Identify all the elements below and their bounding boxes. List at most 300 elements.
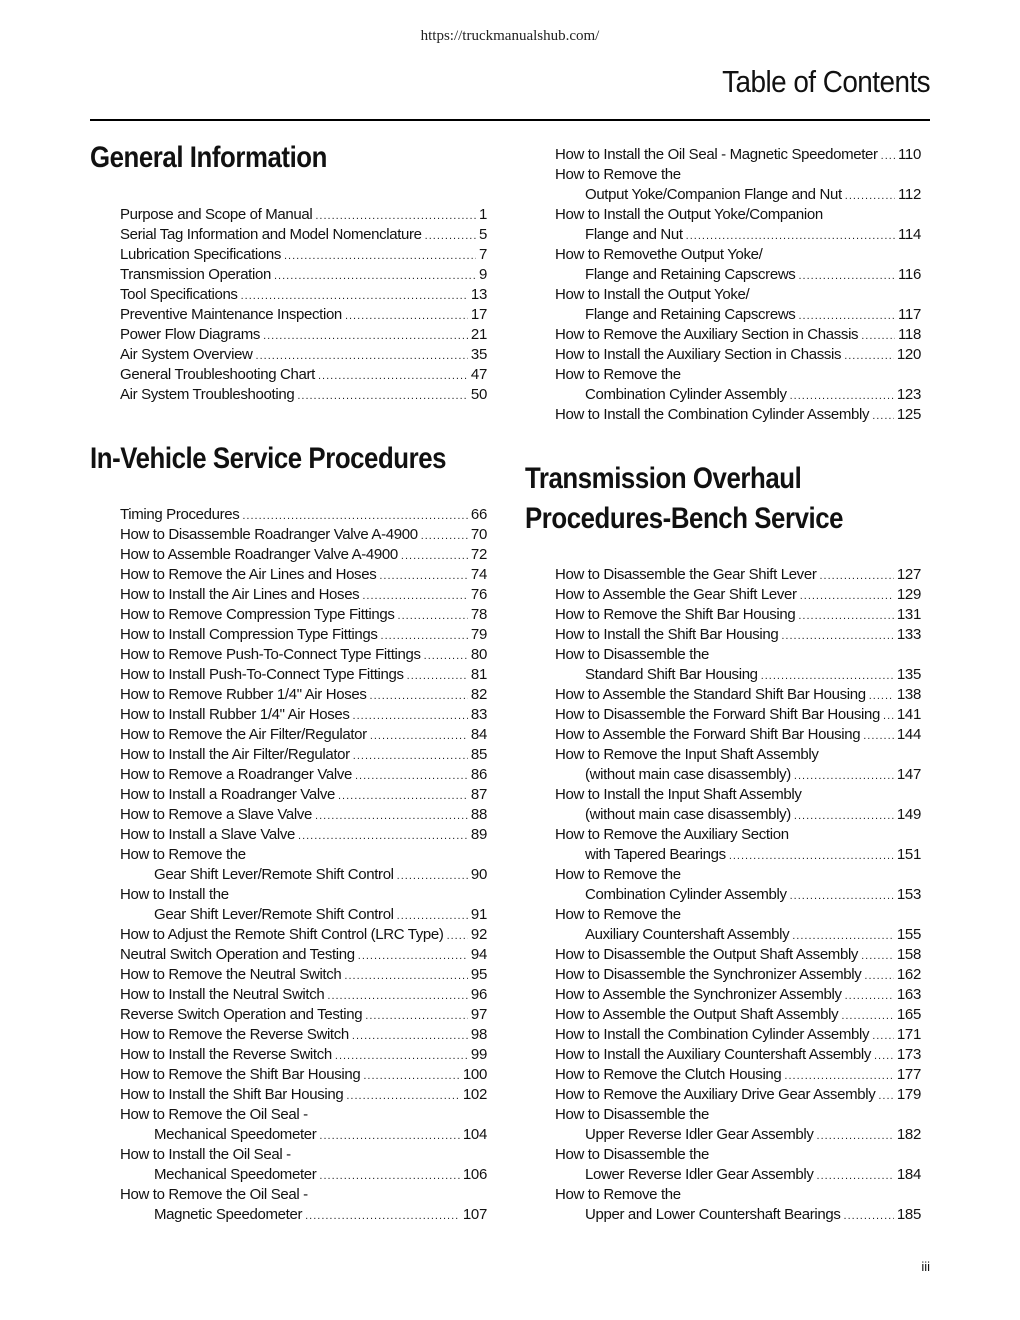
toc-entry-title: Lubrication Specifications	[120, 246, 281, 263]
section-title-invehicle: In-Vehicle Service Procedures	[90, 442, 447, 475]
toc-entry-title: Reverse Switch Operation and Testing	[120, 1006, 363, 1023]
toc-dot-leader	[398, 606, 468, 625]
toc-entry-title: How to Remove the	[555, 366, 681, 383]
toc-dot-leader	[352, 1026, 468, 1045]
toc-entry-page: 110	[897, 146, 921, 163]
toc-entry-page: 87	[470, 786, 487, 803]
toc-entry-page: 141	[896, 706, 921, 723]
toc-dot-leader	[794, 806, 894, 825]
toc-entry-page: 135	[896, 666, 921, 683]
toc-dot-leader	[353, 706, 468, 725]
toc-entry-page: 182	[896, 1126, 921, 1143]
toc-dot-leader	[284, 246, 476, 265]
toc-entry-title: How to Remove the Reverse Switch	[120, 1026, 349, 1043]
toc-entry	[555, 1045, 921, 1065]
toc-entry	[555, 565, 921, 585]
toc-entry-title: How to Assemble the Gear Shift Lever	[555, 586, 797, 603]
toc-entry-page: 127	[896, 566, 921, 583]
toc-entry-page: 98	[470, 1026, 487, 1043]
toc-entry-title: How to Assemble the Synchronizer Assembly	[555, 986, 842, 1003]
toc-entry	[555, 245, 921, 265]
toc-entry	[555, 1165, 921, 1185]
toc-dot-leader	[355, 766, 468, 785]
toc-dot-leader	[305, 1206, 460, 1225]
toc-dot-leader	[863, 726, 894, 745]
toc-entry	[555, 345, 921, 365]
toc-dot-leader	[397, 866, 468, 885]
toc-entry-title: How to Disassemble the Synchronizer Assembly	[555, 966, 862, 983]
toc-entry-title: How to Install a Slave Valve	[120, 826, 296, 843]
toc-entry-title: How to Remove the	[555, 166, 681, 183]
toc-entry	[120, 1165, 487, 1185]
toc-entry-title: Purpose and Scope of Manual	[120, 206, 313, 223]
toc-dot-leader	[861, 326, 895, 345]
toc-entry	[555, 605, 921, 625]
toc-entry	[555, 185, 921, 205]
toc-dot-leader	[819, 566, 893, 585]
toc-dot-leader	[790, 386, 894, 405]
toc-entry-title: Output Yoke/Companion Flange and Nut	[585, 186, 842, 203]
toc-entry-title: How to Remove the Air Filter/Regulator	[120, 726, 367, 743]
toc-entry	[120, 505, 487, 525]
toc-entry	[555, 1065, 921, 1085]
toc-entry	[555, 1185, 921, 1205]
toc-entry-page: 92	[470, 926, 487, 943]
toc-entry-page: 9	[478, 266, 487, 283]
toc-entry	[120, 1085, 487, 1105]
toc-dot-leader	[790, 886, 894, 905]
toc-entry-title: Standard Shift Bar Housing	[585, 666, 758, 683]
toc-entry	[120, 365, 487, 385]
toc-entry-page: 50	[470, 386, 487, 403]
section-title-overhaul-line2: Procedures-Bench Service	[525, 502, 844, 535]
toc-entry-title: How to Install the Input Shaft Assembly	[555, 786, 802, 803]
toc-entry-title: Gear Shift Lever/Remote Shift Control	[154, 866, 394, 883]
toc-dot-leader	[424, 646, 468, 665]
toc-entry-page: 86	[470, 766, 487, 783]
toc-entry-title: How to Assemble the Output Shaft Assembly	[555, 1006, 839, 1023]
toc-entry-page: 102	[462, 1086, 487, 1103]
toc-entry	[120, 225, 487, 245]
toc-entry	[120, 545, 487, 565]
toc-entry-page: 147	[896, 766, 921, 783]
toc-entry-page: 125	[896, 406, 921, 423]
toc-entry	[120, 805, 487, 825]
toc-entry-title: How to Disassemble the	[555, 1106, 710, 1123]
toc-entry-page: 179	[896, 1086, 921, 1103]
toc-dot-leader	[370, 726, 468, 745]
toc-entry	[555, 1145, 921, 1165]
toc-dot-leader	[421, 526, 468, 545]
toc-entry	[555, 805, 921, 825]
section-title-general: General Information	[90, 141, 327, 174]
toc-entry-page: 131	[896, 606, 921, 623]
toc-entry-title: How to Install Rubber 1/4" Air Hoses	[120, 706, 350, 723]
toc-entry-page: 47	[470, 366, 487, 383]
toc-dot-leader	[845, 986, 894, 1005]
toc-entry	[120, 645, 487, 665]
toc-dot-leader	[363, 1066, 459, 1085]
toc-entry-title: How to Remove Compression Type Fittings	[120, 606, 395, 623]
toc-entry-page: 1	[478, 206, 487, 223]
toc-dot-leader	[274, 266, 476, 285]
toc-entry	[120, 1005, 487, 1025]
toc-dot-leader	[864, 966, 893, 985]
toc-entry-title: How to Remove the Shift Bar Housing	[120, 1066, 361, 1083]
toc-entry	[120, 325, 487, 345]
toc-entry	[120, 625, 487, 645]
toc-entry	[120, 845, 487, 865]
toc-entry-title: Neutral Switch Operation and Testing	[120, 946, 355, 963]
toc-dot-leader	[327, 986, 468, 1005]
toc-entry-title: Combination Cylinder Assembly	[585, 386, 787, 403]
toc-dot-leader	[798, 606, 893, 625]
toc-entry-title: Mechanical Speedometer	[154, 1166, 317, 1183]
toc-dot-leader	[447, 926, 468, 945]
toc-dot-leader	[346, 1086, 460, 1105]
toc-entry-page: 106	[462, 1166, 487, 1183]
toc-entry-page: 185	[896, 1206, 921, 1223]
toc-entry-title: How to Remove the Auxiliary Drive Gear Assembly	[555, 1086, 876, 1103]
toc-entry	[120, 385, 487, 405]
toc-entry-title: How to Install the Auxiliary Section in Chassis	[555, 346, 842, 363]
toc-continued	[555, 145, 921, 425]
toc-entry-title: How to Remove the	[120, 846, 246, 863]
toc-dot-leader	[379, 566, 468, 585]
toc-entry-title: How to Install the Shift Bar Housing	[120, 1086, 344, 1103]
toc-entry	[120, 685, 487, 705]
toc-entry	[120, 965, 487, 985]
toc-dot-leader	[425, 226, 476, 245]
toc-entry	[555, 765, 921, 785]
toc-entry	[120, 985, 487, 1005]
toc-dot-leader	[841, 1006, 894, 1025]
toc-dot-leader	[297, 386, 468, 405]
toc-entry	[555, 205, 921, 225]
toc-entry-title: with Tapered Bearings	[585, 846, 726, 863]
toc-dot-leader	[878, 1086, 894, 1105]
toc-entry	[555, 1005, 921, 1025]
toc-dot-leader	[319, 1126, 459, 1145]
toc-entry	[555, 885, 921, 905]
toc-dot-leader	[353, 746, 468, 765]
toc-entry-title: How to Install the Oil Seal -	[120, 1146, 291, 1163]
toc-entry-page: 94	[470, 946, 487, 963]
toc-dot-leader	[345, 306, 468, 325]
toc-entry-page: 151	[896, 846, 921, 863]
toc-entry-title: How to Install the Combination Cylinder Assembly	[555, 406, 870, 423]
toc-entry-title: Gear Shift Lever/Remote Shift Control	[154, 906, 394, 923]
toc-entry-title: How to Removethe Output Yoke/	[555, 246, 763, 263]
toc-entry-title: How to Install Compression Type Fittings	[120, 626, 378, 643]
toc-entry	[120, 1025, 487, 1045]
toc-dot-leader	[315, 806, 468, 825]
toc-entry-page: 129	[896, 586, 921, 603]
toc-dot-leader	[844, 1206, 894, 1225]
toc-entry	[555, 705, 921, 725]
toc-entry	[555, 1025, 921, 1045]
toc-dot-leader	[344, 966, 468, 985]
toc-entry-page: 35	[470, 346, 487, 363]
toc-dot-leader	[370, 686, 468, 705]
toc-entry-page: 89	[470, 826, 487, 843]
toc-entry-page: 100	[462, 1066, 487, 1083]
toc-dot-leader	[869, 686, 894, 705]
toc-entry	[120, 785, 487, 805]
toc-dot-leader	[241, 286, 468, 305]
toc-entry	[555, 585, 921, 605]
toc-entry	[120, 865, 487, 885]
toc-entry-title: Air System Overview	[120, 346, 253, 363]
toc-entry-title: How to Disassemble the Gear Shift Lever	[555, 566, 817, 583]
toc-entry	[120, 665, 487, 685]
toc-entry-title: Power Flow Diagrams	[120, 326, 261, 343]
toc-entry-page: 107	[462, 1206, 487, 1223]
toc-entry-page: 162	[896, 966, 921, 983]
toc-entry	[555, 665, 921, 685]
toc-entry-page: 70	[470, 526, 487, 543]
toc-entry-title: How to Install the Auxiliary Countershaft Assembly	[555, 1046, 871, 1063]
toc-entry	[120, 1065, 487, 1085]
toc-entry	[120, 205, 487, 225]
toc-entry	[120, 305, 487, 325]
toc-dot-leader	[798, 266, 895, 285]
toc-entry-page: 114	[897, 226, 921, 243]
toc-dot-leader	[798, 306, 895, 325]
toc-entry	[120, 1185, 487, 1205]
toc-dot-leader	[315, 206, 476, 225]
toc-entry-title: How to Remove the Shift Bar Housing	[555, 606, 796, 623]
toc-entry-title: How to Remove the Air Lines and Hoses	[120, 566, 377, 583]
toc-entry-title: Serial Tag Information and Model Nomenclature	[120, 226, 422, 243]
toc-entry	[555, 325, 921, 345]
toc-entry-page: 184	[896, 1166, 921, 1183]
toc-entry	[555, 825, 921, 845]
toc-entry-title: Flange and Nut	[585, 226, 683, 243]
toc-entry	[555, 405, 921, 425]
toc-dot-leader	[844, 346, 894, 365]
toc-entry-title: Tool Specifications	[120, 286, 238, 303]
toc-entry-title: How to Remove Rubber 1/4" Air Hoses	[120, 686, 367, 703]
toc-entry-title: How to Install a Roadranger Valve	[120, 786, 335, 803]
toc-entry-page: 155	[896, 926, 921, 943]
toc-entry-page: 118	[897, 326, 921, 343]
toc-dot-leader	[817, 1126, 894, 1145]
toc-entry-title: Upper Reverse Idler Gear Assembly	[585, 1126, 814, 1143]
toc-entry-page: 78	[470, 606, 487, 623]
source-url: https://truckmanualshub.com/	[420, 28, 600, 44]
toc-dot-leader	[335, 1046, 468, 1065]
header-rule	[90, 119, 930, 121]
toc-entry-page: 66	[470, 506, 487, 523]
toc-entry	[120, 905, 487, 925]
toc-entry-title: How to Remove the Oil Seal -	[120, 1106, 308, 1123]
toc-entry-page: 82	[470, 686, 487, 703]
toc-entry	[120, 565, 487, 585]
toc-entry-page: 5	[478, 226, 487, 243]
toc-entry	[555, 1105, 921, 1125]
toc-entry-title: How to Remove a Slave Valve	[120, 806, 313, 823]
toc-entry	[555, 225, 921, 245]
toc-dot-leader	[861, 946, 894, 965]
toc-dot-leader	[845, 186, 895, 205]
toc-entry-title: Timing Procedures	[120, 506, 240, 523]
toc-entry-page: 165	[896, 1006, 921, 1023]
toc-entry-page: 96	[470, 986, 487, 1003]
toc-dot-leader	[407, 666, 468, 685]
toc-entry	[120, 705, 487, 725]
toc-dot-leader	[792, 926, 894, 945]
toc-entry	[555, 745, 921, 765]
toc-dot-leader	[401, 546, 468, 565]
toc-entry	[555, 925, 921, 945]
toc-entry	[555, 965, 921, 985]
toc-dot-leader	[256, 346, 468, 365]
toc-entry-title: How to Assemble Roadranger Valve A-4900	[120, 546, 398, 563]
toc-entry-page: 79	[470, 626, 487, 643]
toc-entry	[120, 265, 487, 285]
toc-entry-title: (without main case disassembly)	[585, 766, 791, 783]
toc-dot-leader	[800, 586, 894, 605]
toc-dot-leader	[817, 1166, 894, 1185]
toc-dot-leader	[358, 946, 468, 965]
toc-dot-leader	[761, 666, 894, 685]
toc-entry-title: How to Install Push-To-Connect Type Fittings	[120, 666, 404, 683]
toc-entry-title: How to Remove the Auxiliary Section	[555, 826, 789, 843]
toc-entry-page: 81	[470, 666, 487, 683]
toc-dot-leader	[319, 1166, 459, 1185]
toc-entry-title: How to Disassemble the	[555, 1146, 710, 1163]
toc-entry	[555, 865, 921, 885]
toc-entry-page: 123	[896, 386, 921, 403]
toc-dot-leader	[872, 406, 894, 425]
toc-dot-leader	[794, 766, 894, 785]
toc-entry-title: How to Install the Shift Bar Housing	[555, 626, 779, 643]
toc-entry	[120, 1205, 487, 1225]
toc-entry-page: 80	[470, 646, 487, 663]
toc-overhaul	[555, 565, 921, 1225]
toc-entry-title: How to Assemble the Standard Shift Bar Housing	[555, 686, 866, 703]
toc-entry-title: How to Remove the	[555, 1186, 681, 1203]
toc-dot-leader	[784, 1066, 893, 1085]
toc-entry-title: How to Install the Output Yoke/	[555, 286, 750, 303]
toc-entry-title: How to Remove the	[555, 866, 681, 883]
toc-dot-leader	[362, 586, 468, 605]
toc-entry-title: Combination Cylinder Assembly	[585, 886, 787, 903]
toc-entry	[120, 525, 487, 545]
toc-entry-page: 138	[896, 686, 921, 703]
toc-entry-title: How to Remove the Input Shaft Assembly	[555, 746, 819, 763]
toc-entry-title: How to Disassemble the Output Shaft Assembly	[555, 946, 859, 963]
toc-entry-page: 7	[478, 246, 487, 263]
toc-dot-leader	[381, 626, 468, 645]
toc-entry-page: 173	[896, 1046, 921, 1063]
toc-entry	[555, 945, 921, 965]
toc-entry-page: 85	[470, 746, 487, 763]
toc-entry-page: 144	[896, 726, 921, 743]
toc-entry-title: How to Install the Output Yoke/Companion	[555, 206, 823, 223]
toc-entry-title: How to Assemble the Forward Shift Bar Housing	[555, 726, 861, 743]
toc-entry-title: Upper and Lower Countershaft Bearings	[585, 1206, 841, 1223]
toc-entry	[120, 345, 487, 365]
toc-entry	[120, 885, 487, 905]
toc-entry-page: 95	[470, 966, 487, 983]
toc-entry-title: Auxiliary Countershaft Assembly	[585, 926, 790, 943]
toc-entry-page: 120	[896, 346, 921, 363]
toc-entry	[120, 245, 487, 265]
toc-entry-page: 158	[896, 946, 921, 963]
toc-entry-page: 91	[470, 906, 487, 923]
toc-entry	[120, 1105, 487, 1125]
section-title-overhaul-line1: Transmission Overhaul	[525, 462, 802, 495]
toc-entry-title: How to Remove the Clutch Housing	[555, 1066, 782, 1083]
toc-general	[120, 205, 487, 405]
toc-dot-leader	[298, 826, 468, 845]
toc-entry	[120, 1145, 487, 1165]
toc-entry	[555, 1125, 921, 1145]
toc-entry	[120, 825, 487, 845]
toc-entry-title: How to Install the Neutral Switch	[120, 986, 325, 1003]
toc-entry-title: Flange and Retaining Capscrews	[585, 306, 796, 323]
toc-entry-title: How to Remove the Neutral Switch	[120, 966, 342, 983]
toc-entry-title: How to Install the Air Lines and Hoses	[120, 586, 360, 603]
toc-entry	[555, 685, 921, 705]
toc-entry	[120, 1045, 487, 1065]
toc-entry-page: 90	[470, 866, 487, 883]
toc-entry	[555, 1085, 921, 1105]
toc-entry-page: 83	[470, 706, 487, 723]
toc-dot-leader	[874, 1046, 894, 1065]
toc-entry	[120, 945, 487, 965]
toc-entry-title: How to Install the Oil Seal - Magnetic Speedometer	[555, 146, 878, 163]
toc-entry-title: How to Remove Push-To-Connect Type Fittings	[120, 646, 421, 663]
toc-invehicle	[120, 505, 487, 1225]
toc-dot-leader	[872, 1026, 894, 1045]
toc-entry-page: 13	[470, 286, 487, 303]
toc-entry-page: 149	[896, 806, 921, 823]
toc-dot-leader	[318, 366, 468, 385]
toc-entry-page: 116	[897, 266, 921, 283]
toc-dot-leader	[365, 1006, 468, 1025]
toc-entry-page: 133	[896, 626, 921, 643]
toc-dot-leader	[881, 146, 895, 165]
toc-entry	[120, 605, 487, 625]
toc-entry-title: How to Disassemble the	[555, 646, 710, 663]
toc-dot-leader	[729, 846, 894, 865]
toc-entry-page: 84	[470, 726, 487, 743]
toc-entry	[555, 625, 921, 645]
toc-entry-title: General Troubleshooting Chart	[120, 366, 315, 383]
toc-entry-title: How to Disassemble the Forward Shift Bar Housing	[555, 706, 881, 723]
toc-dot-leader	[338, 786, 468, 805]
toc-entry	[120, 925, 487, 945]
toc-dot-leader	[397, 906, 468, 925]
toc-entry-title: How to Install the Air Filter/Regulator	[120, 746, 350, 763]
page-title: Table of Contents	[722, 64, 930, 99]
toc-entry	[555, 165, 921, 185]
toc-entry-page: 76	[470, 586, 487, 603]
toc-entry-title: Air System Troubleshooting	[120, 386, 295, 403]
toc-entry-title: Magnetic Speedometer	[154, 1206, 303, 1223]
toc-entry-page: 99	[470, 1046, 487, 1063]
toc-entry	[120, 1125, 487, 1145]
toc-entry	[555, 285, 921, 305]
toc-entry	[120, 725, 487, 745]
toc-entry-page: 163	[896, 986, 921, 1003]
toc-entry-page: 17	[470, 306, 487, 323]
toc-entry-page: 97	[470, 1006, 487, 1023]
toc-entry	[120, 765, 487, 785]
